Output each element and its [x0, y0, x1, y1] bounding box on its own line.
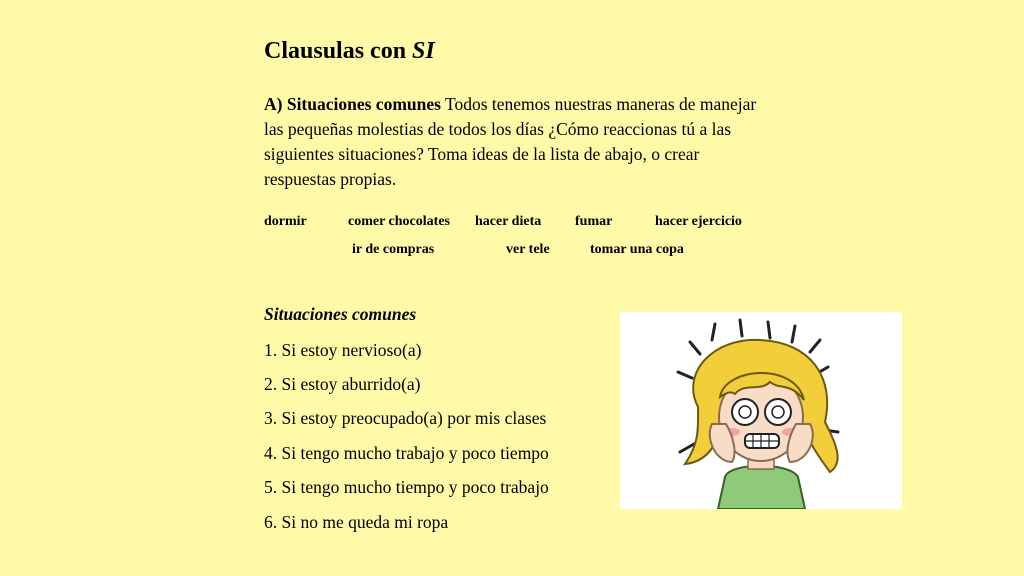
list-item: 6. Si no me queda mi ropa	[264, 512, 449, 532]
list-item: 1. Si estoy nervioso(a)	[264, 340, 422, 360]
word-tomar-una-copa: tomar una copa	[590, 242, 684, 257]
word-fumar: fumar	[575, 214, 613, 229]
stressed-woman-illustration	[620, 312, 902, 509]
intro-paragraph	[264, 92, 764, 192]
word-comer-chocolates: comer chocolates	[348, 214, 450, 229]
word-hacer-dieta: hacer dieta	[475, 214, 542, 229]
intro-body: Todos tenemos nuestras maneras de manejar las pequeñas molestias de todos los días ¿Cómo reaccionas tú a las siguientes situaciones? Toma ideas de la lista de abajo, o crear respuestas propias.	[264, 94, 757, 189]
word-ir-de-compras: ir de compras	[352, 242, 435, 257]
word-dormir: dormir	[264, 214, 307, 229]
intro-lead: A) Situaciones comunes	[264, 94, 441, 114]
stressed-woman-icon	[620, 312, 902, 509]
situations-heading: Situaciones comunes	[264, 304, 417, 324]
list-item: 3. Si estoy preocupado(a) por mis clases	[264, 408, 547, 428]
slide-title: Clausulas con SI	[264, 38, 435, 64]
list-item: 4. Si tengo mucho trabajo y poco tiempo	[264, 443, 549, 463]
word-hacer-ejercicio: hacer ejercicio	[655, 214, 742, 229]
list-item: 2. Si estoy aburrido(a)	[264, 374, 421, 394]
list-item: 5. Si tengo mucho tiempo y poco trabajo	[264, 477, 549, 497]
word-ver-tele: ver tele	[506, 242, 550, 257]
